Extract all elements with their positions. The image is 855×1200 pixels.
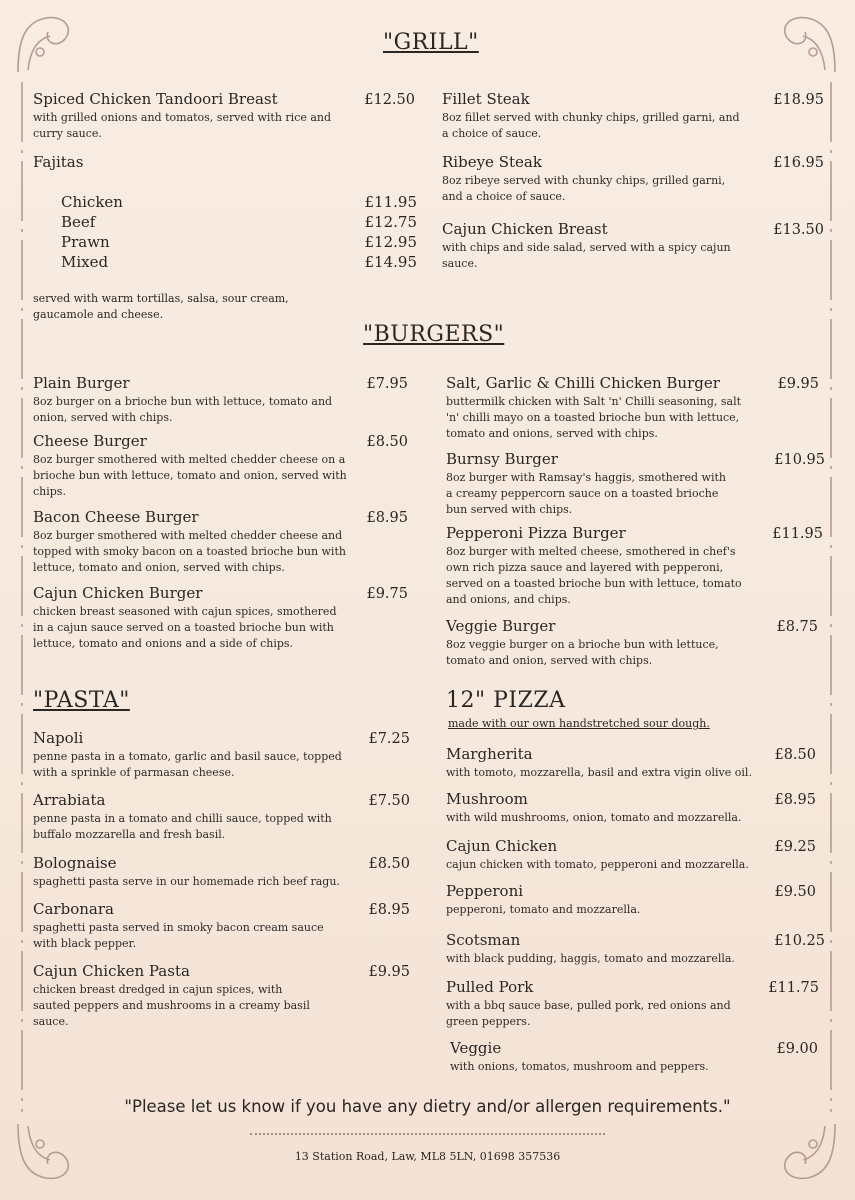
item-name: Cajun Chicken Breast	[442, 220, 608, 238]
item-price: £8.50	[366, 434, 408, 450]
item-price: £9.95	[368, 964, 410, 980]
menu-item	[446, 524, 823, 608]
item-price: £9.95	[777, 376, 819, 392]
menu-item	[446, 450, 825, 518]
fajita-option	[61, 253, 417, 271]
menu-item	[33, 962, 410, 1030]
item-description: penne pasta in a tomato, garlic and basil sauce, topped with a sprinkle of parmasan cheese.	[33, 750, 342, 779]
item-price: £9.50	[774, 884, 816, 900]
item-name: Margherita	[446, 745, 533, 763]
fajitas-description: served with warm tortillas, salsa, sour cream, gaucamole and cheese.	[33, 292, 289, 321]
menu-item	[442, 90, 824, 142]
item-name: Cajun Chicken Pasta	[33, 962, 190, 980]
menu-item	[446, 978, 819, 1030]
item-name: Spiced Chicken Tandoori Breast	[33, 90, 278, 108]
item-description: with grilled onions and tomatos, served with rice and curry sauce.	[33, 111, 332, 140]
menu-item	[33, 900, 410, 952]
fajita-option	[61, 193, 417, 211]
menu-item	[33, 90, 415, 142]
item-price: £7.95	[366, 376, 408, 392]
menu-item-fajitas	[33, 153, 233, 171]
option-name: Chicken	[61, 193, 123, 211]
item-name: Fillet Steak	[442, 90, 530, 108]
item-price: £11.75	[768, 980, 819, 996]
item-name: Pepperoni	[446, 882, 524, 900]
item-name: Mushroom	[446, 790, 528, 808]
item-description: with wild mushrooms, onion, tomato and mozzarella.	[446, 811, 742, 824]
item-description: buttermilk chicken with Salt 'n' Chilli seasoning, salt 'n' chilli mayo on a toasted brioche bun with lettuce, tomato and onions, served with chips.	[446, 395, 742, 440]
restaurant-address: 13 Station Road, Law, ML8 5LN, 01698 357536	[294, 1150, 561, 1163]
item-name: Cajun Chicken	[446, 837, 558, 855]
option-price: £11.95	[364, 193, 417, 211]
item-name: Salt, Garlic & Chilli Chicken Burger	[446, 374, 720, 392]
item-price: £10.25	[774, 933, 825, 949]
item-price: £9.00	[776, 1041, 818, 1057]
item-name: Ribeye Steak	[442, 153, 542, 171]
item-description: spaghetti pasta served in smoky bacon cream sauce with black pepper.	[33, 921, 324, 950]
item-description: with black pudding, haggis, tomato and mozzarella.	[446, 952, 735, 965]
item-price: £8.75	[776, 619, 818, 635]
item-description: 8oz veggie burger on a brioche bun with lettuce, tomato and onion, served with chips.	[446, 638, 719, 667]
item-price: £7.50	[368, 793, 410, 809]
menu-item	[446, 882, 816, 918]
menu-item	[450, 1039, 818, 1075]
item-description: with tomoto, mozzarella, basil and extra vigin olive oil.	[446, 766, 752, 779]
section-title-burgers: "BURGERS"	[363, 322, 505, 347]
menu-item	[446, 745, 816, 781]
menu-item	[442, 153, 824, 205]
item-price: £8.50	[368, 856, 410, 872]
menu-item	[446, 837, 816, 873]
menu-item	[33, 374, 408, 426]
option-name: Beef	[61, 213, 96, 231]
item-name: Bolognaise	[33, 854, 117, 872]
item-name: Pulled Pork	[446, 978, 534, 996]
item-description: spaghetti pasta serve in our homemade rich beef ragu.	[33, 875, 340, 888]
menu-item	[33, 432, 408, 500]
item-price: £7.25	[368, 731, 410, 747]
option-name: Prawn	[61, 233, 110, 251]
section-title-pasta: "PASTA"	[33, 688, 130, 713]
item-name: Fajitas	[33, 153, 84, 171]
item-name: Pepperoni Pizza Burger	[446, 524, 626, 542]
item-description: 8oz burger with melted cheese, smothered in chef's own rich pizza sauce and layered with pepperoni, served on a toasted brioche bun with lettuce, tomato and onions, and chips.	[446, 545, 742, 606]
section-title-pizza: 12" PIZZA	[446, 688, 566, 713]
dotted-divider	[250, 1133, 605, 1137]
item-price: £8.95	[774, 792, 816, 808]
pizza-subtitle: made with our own handstretched sour dough.	[448, 717, 710, 730]
item-name: Cheese Burger	[33, 432, 147, 450]
item-name: Veggie	[450, 1039, 502, 1057]
menu-item	[33, 791, 410, 843]
item-name: Veggie Burger	[446, 617, 556, 635]
item-price: £8.95	[366, 510, 408, 526]
item-price: £16.95	[773, 155, 824, 171]
item-description: 8oz burger with Ramsay's haggis, smothered with a creamy peppercorn sauce on a toasted brioche bun served with chips.	[446, 471, 726, 516]
item-price: £9.75	[366, 586, 408, 602]
menu-item	[446, 617, 818, 669]
item-description: chicken breast dredged in cajun spices, with sauted peppers and mushrooms in a creamy basil sauce.	[33, 983, 310, 1028]
item-name: Napoli	[33, 729, 84, 747]
menu-item	[442, 220, 824, 272]
item-description: 8oz burger smothered with melted chedder cheese and topped with smoky bacon on a toasted brioche bun with lettuce, tomato and onion, served with chips.	[33, 529, 346, 574]
option-name: Mixed	[61, 253, 109, 271]
section-title-grill: "GRILL"	[383, 30, 479, 55]
fajita-option	[61, 233, 417, 251]
option-price: £12.95	[364, 233, 417, 251]
menu-item	[446, 790, 816, 826]
menu-item	[33, 584, 408, 652]
item-description: with a bbq sauce base, pulled pork, red onions and green peppers.	[446, 999, 731, 1028]
item-description: cajun chicken with tomato, pepperoni and mozzarella.	[446, 858, 749, 871]
allergen-note: "Please let us know if you have any dietry and/or allergen requirements."	[124, 1097, 731, 1116]
menu-item	[33, 508, 408, 576]
item-description: chicken breast seasoned with cajun spices, smothered in a cajun sauce served on a toasted brioche bun with lettuce, tomato and onions and a side of chips.	[33, 605, 337, 650]
item-description: pepperoni, tomato and mozzarella.	[446, 903, 641, 916]
item-price: £18.95	[773, 92, 824, 108]
item-name: Burnsy Burger	[446, 450, 558, 468]
item-price: £10.95	[774, 452, 825, 468]
item-name: Cajun Chicken Burger	[33, 584, 203, 602]
item-description: penne pasta in a tomato and chilli sauce, topped with buffalo mozzarella and fresh basil.	[33, 812, 332, 841]
option-price: £12.75	[364, 213, 417, 231]
item-price: £8.50	[774, 747, 816, 763]
item-description: with chips and side salad, served with a spicy cajun sauce.	[442, 241, 731, 270]
item-name: Bacon Cheese Burger	[33, 508, 199, 526]
option-price: £14.95	[364, 253, 417, 271]
item-description: 8oz ribeye served with chunky chips, grilled garni, and a choice of sauce.	[442, 174, 726, 203]
menu-item	[446, 374, 819, 442]
item-description: 8oz burger smothered with melted chedder cheese on a brioche bun with lettuce, tomato and onion, served with chips.	[33, 453, 347, 498]
menu-item	[33, 854, 410, 890]
item-name: Scotsman	[446, 931, 521, 949]
item-name: Plain Burger	[33, 374, 130, 392]
menu-item	[446, 931, 825, 967]
item-name: Arrabiata	[33, 791, 106, 809]
item-description: 8oz burger on a brioche bun with lettuce, tomato and onion, served with chips.	[33, 395, 333, 424]
item-name: Carbonara	[33, 900, 114, 918]
item-price: £13.50	[773, 222, 824, 238]
menu-item	[33, 729, 410, 781]
fajita-option	[61, 213, 417, 231]
item-price: £12.50	[364, 92, 415, 108]
item-price: £11.95	[772, 526, 823, 542]
item-description: 8oz fillet served with chunky chips, grilled garni, and a choice of sauce.	[442, 111, 740, 140]
item-description: with onions, tomatos, mushroom and peppers.	[450, 1060, 709, 1073]
item-price: £9.25	[774, 839, 816, 855]
item-price: £8.95	[368, 902, 410, 918]
